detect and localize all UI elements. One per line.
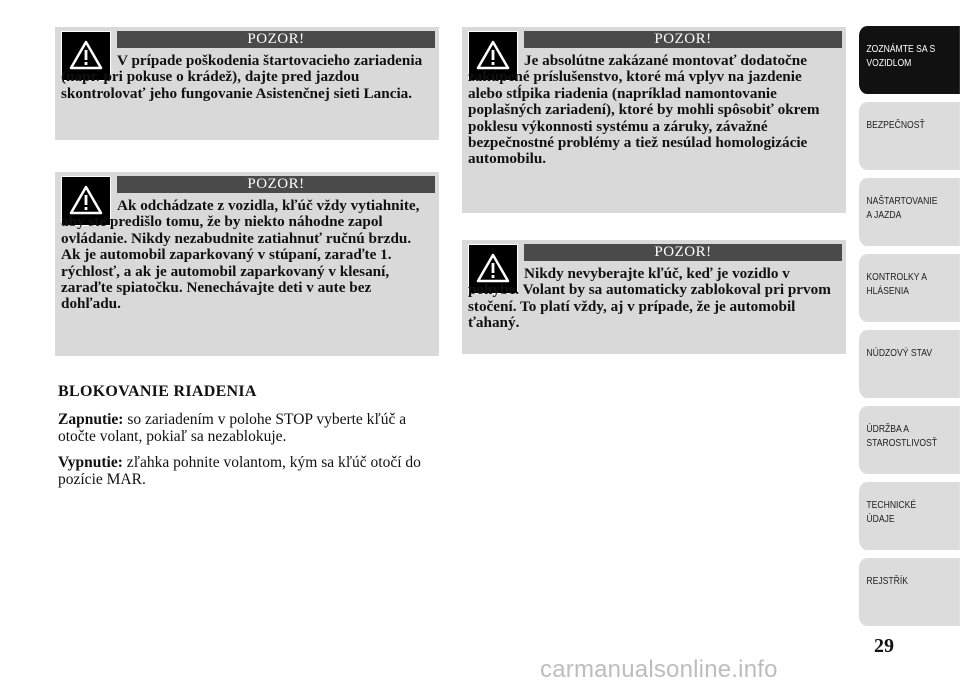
warning-heading: POZOR! bbox=[117, 176, 435, 193]
tab-vehicle[interactable]: ZOZNÁMTE SA S VOZIDLOM bbox=[859, 26, 960, 94]
warning-heading: POZOR! bbox=[117, 31, 435, 48]
tab-safety[interactable]: BEZPEČNOSŤ bbox=[859, 102, 960, 170]
on-label: Zapnutie: bbox=[58, 411, 124, 428]
tab-emergency[interactable]: NÚDZOVÝ STAV bbox=[859, 330, 960, 398]
warning-text: Nikdy nevyberajte kľúč, keď je vozidlo v pohybe. Volant by sa automaticky zablokoval pri prvom stočení. To platí vždy, aj v prípade, že je automobil ťahaný. bbox=[468, 265, 831, 332]
page-number: 29 bbox=[874, 635, 894, 657]
paragraph-on bbox=[58, 411, 438, 445]
off-text: zľahka pohnite volantom, kým sa kľúč otočí do pozície MAR. bbox=[58, 454, 421, 488]
warning-box-1 bbox=[55, 27, 439, 140]
paragraph-off bbox=[58, 454, 438, 488]
tab-technical-data[interactable]: TECHNICKÉ ÚDAJE bbox=[859, 482, 960, 550]
warning-text: V prípade poškodenia štartovacieho zariadenia (napr. pri pokuse o krádež), dajte pred jazdou skontrolovať jeho fungovanie Asistenčnej sieti Lancia. bbox=[61, 52, 423, 102]
tab-index[interactable]: REJSTŘÍK bbox=[859, 558, 960, 626]
warning-heading: POZOR! bbox=[524, 244, 842, 261]
tab-maintenance[interactable]: ÚDRŽBA A STAROSTLIVOSŤ bbox=[859, 406, 960, 474]
warning-box-3 bbox=[462, 27, 846, 213]
warning-text: Je absolútne zakázané montovať dodatočne zakúpené príslušenstvo, ktoré má vplyv na jazdenie alebo stĺpika riadenia (napríklad namontovanie poplašných zariadení), ktoré by mohli spôsobiť okrem poklesu výkonnosti systému a záruky, závažné bezpečnostné problémy a tiež nesúlad homologizácie automobilu. bbox=[468, 52, 820, 168]
warning-box-4 bbox=[462, 240, 846, 354]
off-label: Vypnutie: bbox=[58, 454, 123, 471]
warning-text: Ak odchádzate z vozidla, kľúč vždy vytiahnite, aby ste predišlo tomu, že by niekto náhodne zapol ovládanie. Nikdy nezabudnite zatiahnuť ručnú brzdu. Ak je automobil zaparkovaný v stúpaní, zaraďte 1. rýchlosť, a ak je automobil zaparkovaný v klesaní, zaraďte spiatočku. Nenechávajte deti v aute bez dohľadu. bbox=[61, 197, 420, 313]
tab-warning-lights[interactable]: KONTROLKY A HLÁSENIA bbox=[859, 254, 960, 322]
on-text: so zariadením v polohe STOP vyberte kľúč a otočte volant, pokiaľ sa nezablokuje. bbox=[58, 411, 407, 445]
warning-box-2 bbox=[55, 172, 439, 356]
watermark: carmanualsonline.info bbox=[540, 656, 778, 683]
warning-heading: POZOR! bbox=[524, 31, 842, 48]
tab-starting-driving[interactable]: NAŠTARTOVANIE A JAZDA bbox=[859, 178, 960, 246]
section-title: BLOKOVANIE RIADENIA bbox=[58, 383, 257, 400]
